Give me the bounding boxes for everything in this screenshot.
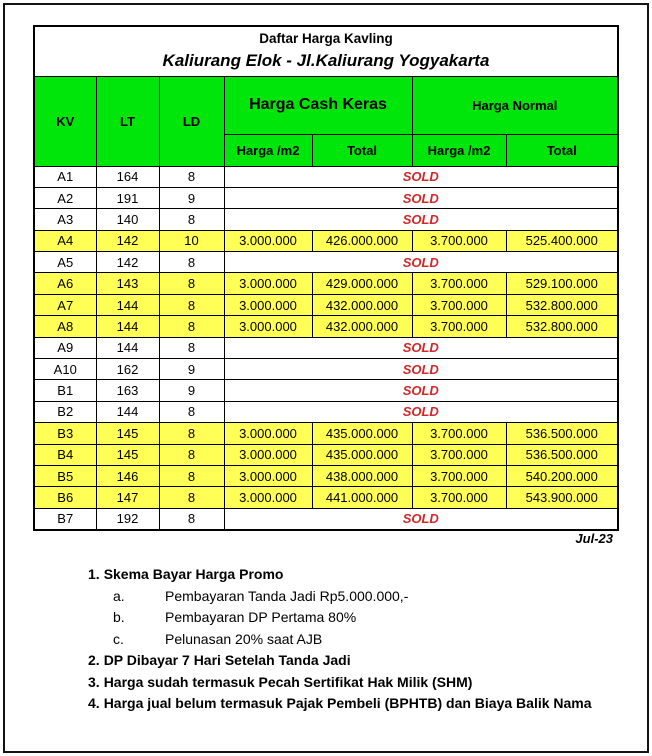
cell-cash-m2: 3.000.000 <box>224 423 312 444</box>
cell-ld: 8 <box>159 401 224 422</box>
cell-lt: 144 <box>96 294 159 315</box>
cell-kv: A6 <box>34 273 96 294</box>
note-text: DP Dibayar 7 Hari Setelah Tanda Jadi <box>103 652 351 668</box>
cell-cash-total: 426.000.000 <box>312 230 412 251</box>
cell-kv: A4 <box>34 230 96 251</box>
cell-cash-m2: 3.000.000 <box>224 465 312 486</box>
notes-section <box>88 566 592 717</box>
table-row <box>34 230 618 251</box>
note-sub-letter: c. <box>113 630 124 647</box>
cell-lt: 147 <box>96 487 159 508</box>
cell-normal-total: 536.500.000 <box>506 423 618 444</box>
note-item <box>88 695 592 711</box>
cell-cash-m2: 3.000.000 <box>224 230 312 251</box>
sold-cell: SOLD <box>224 359 618 380</box>
cell-lt: 145 <box>96 423 159 444</box>
cell-cash-total: 429.000.000 <box>312 273 412 294</box>
note-text: Harga sudah termasuk Pecah Sertifikat Hak Milik (SHM) <box>103 673 473 690</box>
cell-ld: 8 <box>159 487 224 508</box>
note-text: Harga jual belum termasuk Pajak Pembeli (BPHTB) dan Biaya Balik Nama <box>103 695 592 711</box>
cell-cash-m2: 3.000.000 <box>224 487 312 508</box>
cell-ld: 8 <box>159 508 224 529</box>
note-sub-item <box>113 609 592 625</box>
cell-kv: A8 <box>34 316 96 337</box>
cell-normal-total: 540.200.000 <box>506 465 618 486</box>
cell-kv: A5 <box>34 252 96 273</box>
cell-kv: B1 <box>34 380 96 401</box>
note-sub-letter: b. <box>113 609 125 625</box>
cell-cash-total: 432.000.000 <box>312 294 412 315</box>
cell-ld: 8 <box>159 423 224 444</box>
cell-normal-m2: 3.700.000 <box>412 487 506 508</box>
table-row <box>34 423 618 444</box>
sold-cell: SOLD <box>224 508 618 529</box>
cell-ld: 8 <box>159 337 224 358</box>
cell-normal-m2: 3.700.000 <box>412 316 506 337</box>
cell-kv: A9 <box>34 337 96 358</box>
cell-normal-total: 532.800.000 <box>506 294 618 315</box>
cell-kv: B4 <box>34 444 96 465</box>
cell-ld: 8 <box>159 294 224 315</box>
cell-cash-m2: 3.000.000 <box>224 316 312 337</box>
cell-normal-m2: 3.700.000 <box>412 465 506 486</box>
cell-cash-m2: 3.000.000 <box>224 444 312 465</box>
cell-lt: 144 <box>96 401 159 422</box>
table-row <box>34 487 618 508</box>
table-row <box>34 187 618 208</box>
note-text: Skema Bayar Harga Promo <box>103 566 284 582</box>
col-header-normal-total: Total <box>506 134 618 166</box>
cell-ld: 8 <box>159 166 224 187</box>
cell-lt: 162 <box>96 359 159 380</box>
cell-lt: 144 <box>96 337 159 358</box>
note-sub-text: Pembayaran Tanda Jadi Rp5.000.000,- <box>165 587 409 604</box>
cell-normal-m2: 3.700.000 <box>412 294 506 315</box>
col-group-cash: Harga Cash Keras <box>224 76 412 134</box>
page-frame <box>3 3 649 753</box>
cell-lt: 191 <box>96 187 159 208</box>
cell-cash-total: 432.000.000 <box>312 316 412 337</box>
table-row <box>34 359 618 380</box>
note-number: 2. <box>88 652 100 668</box>
title-row <box>34 26 618 76</box>
cell-cash-total: 435.000.000 <box>312 423 412 444</box>
note-sub-letter: a. <box>113 587 125 604</box>
table-row <box>34 444 618 465</box>
col-header-lt: LT <box>96 76 159 166</box>
col-header-cash-total: Total <box>312 134 412 166</box>
table-row <box>34 337 618 358</box>
sold-cell: SOLD <box>224 401 618 422</box>
sold-cell: SOLD <box>224 380 618 401</box>
cell-normal-total: 532.800.000 <box>506 316 618 337</box>
note-sub-text: Pembayaran DP Pertama 80% <box>165 609 357 625</box>
note-item <box>88 652 592 668</box>
cell-normal-m2: 3.700.000 <box>412 273 506 294</box>
cell-kv: B3 <box>34 423 96 444</box>
cell-lt: 140 <box>96 209 159 230</box>
table-row <box>34 252 618 273</box>
cell-kv: B6 <box>34 487 96 508</box>
cell-kv: A2 <box>34 187 96 208</box>
sold-cell: SOLD <box>224 209 618 230</box>
note-sub-item <box>113 588 592 604</box>
cell-normal-m2: 3.700.000 <box>412 230 506 251</box>
cell-ld: 9 <box>159 380 224 401</box>
cell-normal-total: 536.500.000 <box>506 444 618 465</box>
col-header-kv: KV <box>34 76 96 166</box>
cell-lt: 164 <box>96 166 159 187</box>
note-sub-item <box>113 631 592 647</box>
cell-kv: A7 <box>34 294 96 315</box>
cell-cash-m2: 3.000.000 <box>224 294 312 315</box>
cell-lt: 192 <box>96 508 159 529</box>
cell-kv: B7 <box>34 508 96 529</box>
cell-lt: 142 <box>96 230 159 251</box>
col-header-normal-m2: Harga /m2 <box>412 134 506 166</box>
sold-cell: SOLD <box>224 166 618 187</box>
note-item <box>88 674 592 690</box>
cell-kv: A3 <box>34 209 96 230</box>
table-row <box>34 380 618 401</box>
col-group-normal: Harga Normal <box>412 76 618 134</box>
table-row <box>34 508 618 529</box>
cell-kv: A1 <box>34 166 96 187</box>
doc-subtitle: Kaliurang Elok - Jl.Kaliurang Yogyakarta <box>162 51 490 71</box>
table-row <box>34 401 618 422</box>
header-group-row <box>34 76 618 134</box>
cell-lt: 163 <box>96 380 159 401</box>
cell-normal-total: 543.900.000 <box>506 487 618 508</box>
table-row <box>34 316 618 337</box>
cell-cash-total: 435.000.000 <box>312 444 412 465</box>
note-item <box>88 566 592 582</box>
cell-ld: 8 <box>159 316 224 337</box>
table-row <box>34 209 618 230</box>
sold-cell: SOLD <box>224 337 618 358</box>
doc-title: Daftar Harga Kavling <box>259 31 393 47</box>
cell-ld: 8 <box>159 209 224 230</box>
sold-cell: SOLD <box>224 252 618 273</box>
cell-ld: 8 <box>159 252 224 273</box>
cell-ld: 8 <box>159 465 224 486</box>
sold-cell: SOLD <box>224 187 618 208</box>
col-header-ld: LD <box>159 76 224 166</box>
table-row <box>34 166 618 187</box>
cell-cash-m2: 3.000.000 <box>224 273 312 294</box>
price-table <box>33 25 619 531</box>
table-title <box>34 26 618 76</box>
cell-kv: B5 <box>34 465 96 486</box>
cell-kv: A10 <box>34 359 96 380</box>
cell-normal-m2: 3.700.000 <box>412 423 506 444</box>
cell-lt: 146 <box>96 465 159 486</box>
cell-ld: 9 <box>159 187 224 208</box>
cell-ld: 8 <box>159 444 224 465</box>
cell-ld: 9 <box>159 359 224 380</box>
table-row <box>34 294 618 315</box>
note-sub-text: Pelunasan 20% saat AJB <box>165 630 323 647</box>
cell-lt: 144 <box>96 316 159 337</box>
cell-kv: B2 <box>34 401 96 422</box>
cell-normal-total: 525.400.000 <box>506 230 618 251</box>
col-header-cash-m2: Harga /m2 <box>224 134 312 166</box>
cell-lt: 145 <box>96 444 159 465</box>
note-number: 1. <box>88 566 100 582</box>
cell-cash-total: 438.000.000 <box>312 465 412 486</box>
cell-normal-m2: 3.700.000 <box>412 444 506 465</box>
note-number: 4. <box>88 695 100 711</box>
cell-lt: 142 <box>96 252 159 273</box>
cell-lt: 143 <box>96 273 159 294</box>
table-row <box>34 465 618 486</box>
date-label: Jul-23 <box>575 531 613 546</box>
note-number: 3. <box>88 673 100 690</box>
cell-ld: 8 <box>159 273 224 294</box>
cell-cash-total: 441.000.000 <box>312 487 412 508</box>
cell-ld: 10 <box>159 230 224 251</box>
table-row <box>34 273 618 294</box>
cell-normal-total: 529.100.000 <box>506 273 618 294</box>
